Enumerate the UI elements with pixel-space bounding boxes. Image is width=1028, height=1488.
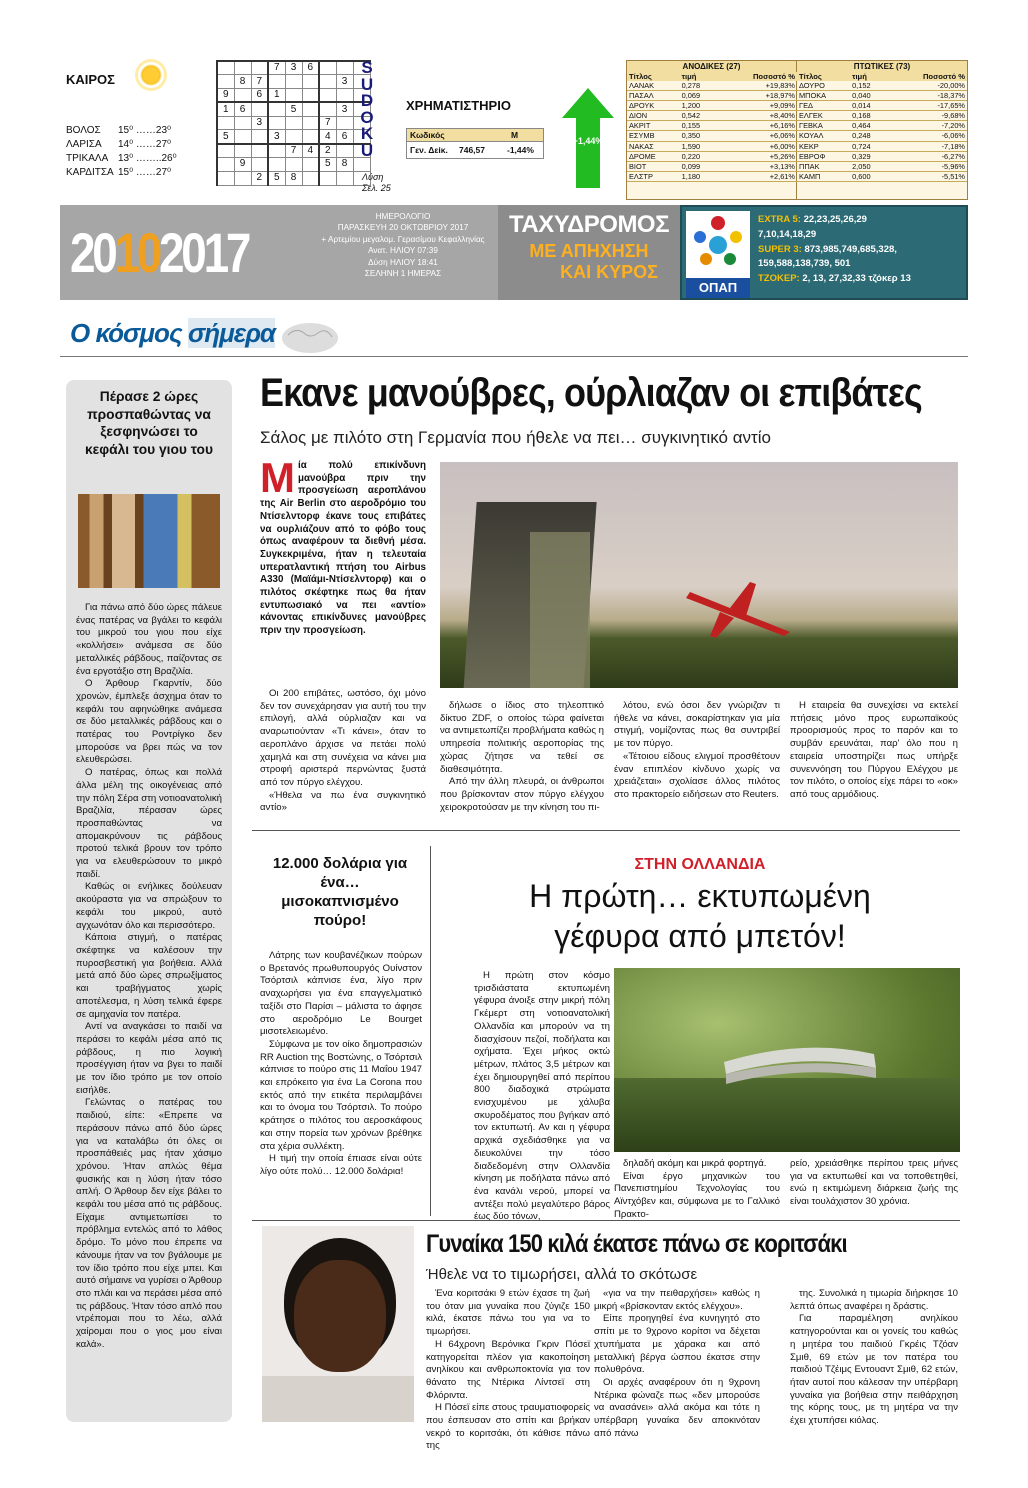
- paragraph: Αντί να αναγκάσει το παιδί να περάσει το κεφάλι μέσα από τις ράβδους, η πιο λογική προσέγγιση ήταν να βγει το παιδί με τον ίδιο τρόπο με τον οποίο εισήλθε.: [76, 1021, 222, 1096]
- sudoku-cell: [268, 144, 285, 158]
- paragraph: Η εταιρεία θα συνεχίσει να εκτελεί πτήσεις μόνο προς ευρωπαϊκούς προορισμούς προς το παρόν και το συμβάν ερευνάται, παρ' όλο που η εταιρεία υποστηρίζει πως υπήρξε συνεννόηση του Πύργου Ελέγχου με τον πιλότο, ο οποίος είχε πάρει το «οκ» από τους αρμόδιους.: [790, 700, 958, 800]
- sudoku-cell: 2: [251, 171, 268, 185]
- sudoku-cell: [302, 89, 319, 103]
- sudoku-cell: [234, 89, 251, 103]
- paragraph: Ο Άρθουρ Γκαρντίν, δύο χρονών, έμπλεξε άσχημα όταν το κεφάλι του αφηνώθηκε ανάμεσα σε δύο μεταλλικές ράβδους και ο πατέρας του Ροντρίγκο δεν μπορούσε να βρει πώς να τον ελευθερώσει.: [76, 678, 222, 766]
- sudoku-cell: 4: [302, 144, 319, 158]
- sidebar-photo: [78, 494, 220, 588]
- opap-box: ΟΠΑΠ EXTRA 5: 22,23,25,26,29 7,10,14,18,29 SUPER 3: 873,985,749,685,328, 159,588,138,739, 501 ΤΖΟΚΕΡ: 2, 13, 27,32,33 τζόκερ 13: [680, 205, 968, 300]
- sudoku-cell: [234, 116, 251, 130]
- sudoku-cell: [268, 158, 285, 172]
- sudoku-cell: 6: [302, 61, 319, 75]
- sudoku-cell: 3: [336, 102, 353, 116]
- weather-row: ΚΑΡΔΙΤΣΑ 15⁰ ……27⁰: [66, 167, 172, 178]
- sudoku-cell: [319, 61, 336, 75]
- sudoku-cell: [217, 158, 234, 172]
- weather-box: [62, 52, 210, 202]
- sudoku-cell: 7: [285, 144, 302, 158]
- sudoku-cell: 7: [251, 75, 268, 89]
- sudoku-cell: 7: [319, 116, 336, 130]
- stock-row: ΚΑΜΠ 0,600 -5,51%: [799, 171, 965, 181]
- stock-row: ΕΛΣΤΡ 1,180 +2,61%: [629, 171, 795, 181]
- paragraph: Ένα κοριτσάκι 9 ετών έχασε τη ζωή του όταν μια γυναίκα που ζύγιζε 150 κιλά, έκατσε πάνω του για να το τιμωρήσει.: [426, 1288, 590, 1338]
- brand-name: ΤΑΧΥΔΡΟΜΟΣ: [508, 211, 670, 238]
- sudoku-cell: [336, 171, 353, 185]
- main-lead: Μία πολύ επικίνδυνη μανούβρα πριν την προσγείωση αεροπλάνου της Air Berlin στο αεροδρόμιο του Ντίσελντορφ έκανε τους επιβάτες να ουρλιάζουν από το φόβο τους όπως αναφέρουν τα διεθνή μέσα. Συγκεκριμένα, ήταν η τελευταία υπερατλαντική πτήση του Airbus A330 (Μαϊάμι-Ντίσελντορφ) και ο πιλότος σκέφτηκε πως θα ήταν εντυπωσιακό να πει «αντίο» κάνοντας επικίνδυνες μανούβρες πριν την προσγείωση.: [260, 454, 426, 637]
- paragraph: δηλαδή ακόμη και μικρά φορτηγά.: [623, 1158, 767, 1169]
- cigar-text: [260, 950, 422, 1179]
- stocks-table: ΑΝΟΔΙΚΕΣ (27) Τίτλος τιμή Ποσοστό % ΛΑΝΑΚ 0,278 +19,83% ΠΑΣΑΛ 0,069 +18,97% ΔΡΟΥΚ 1,200 +9,09% ΔΙΟΝ 0,542 +8,40% ΑΚΡΙΤ 0,155 +6,16% ΕΣΥΜΒ 0,350 +6,06% ΝΑΚΑΣ 1,590 +6,00% ΔΡΟΜΕ 0,220 +5,26% ΒΙΟΤ 0,099 +3,13% ΕΛΣΤΡ 1,180 +2,61% ΠΤΩΤΙΚΕΣ (73) Τίτλος τιμή Ποσοστό % ΔΟΥΡΟ 0,152 -20,00% ΜΠΟΚΑ 0,040 -18,37% ΓΕΔ 0,014 -17,65% ΕΛΓΕΚ 0,168 -9,68% ΓΕΒΚΑ 0,464 -7,20% ΚΟΥΑΛ 0,248 -6,06% ΚΕΚΡ 0,724 -7,18% ΕΒΡΟΦ 0,329 -6,27% ΠΠΑΚ 2,050 -5,96% ΚΑΜΠ 0,600 -5,51%: [626, 60, 968, 200]
- losers-title: ΠΤΩΤΙΚΕΣ (73): [797, 61, 967, 72]
- almanac: ΗΜΕΡΟΛΟΓΙΟ ΠΑΡΑΣΚΕΥΗ 20 ΟΚΤΩΒΡΙΟΥ 2017 + Αρτεμίου μεγαλομ. Γερασίμου Κεφαλληνίας Ανατ. ΗΛΙΟΥ 07:39 Δύση ΗΛΙΟΥ 18:41 ΣΕΛΗΝΗ 1 ΗΜΕΡΑΣ: [321, 212, 485, 279]
- stock-row: ΝΑΚΑΣ 1,590 +6,00%: [629, 141, 795, 151]
- paragraph: Γελώντας ο πατέρας του παιδιού, είπε: «Επρεπε να περάσουν πάνω από δύο ώρες για να καταλάβω ότι όλες οι προσπάθειές μας ήταν χάσιμο χρόνου. Ήταν απλώς θέμα φυσικής και η λύση ήταν τόσο απλή. Ο Άρθουρ δεν είχε βάλει το κεφάλι του μέσα από τις ράβδους. Είχαμε αντιμετωπίσει το πρόβλημα εντελώς από το λάθος δρόμο. Το μόνο που έπρεπε να κάνουμε ήταν να τον βγάλουμε με τον ίδιο τρόπο που είχε μπει. Και αυτό σήμαινε να γυρίσει ο Άρθουρ στο πλάι και να περάσει μέσα από τις ράβδους. Ήταν τόσο απλό που ντρέπομαι που το λέω, αλλά χαίρομαι που ο γιος μου είναι καλά».: [76, 1097, 222, 1350]
- paragraph: Για παραμέληση ανηλίκου κατηγορούνται και οι γονείς του καθώς η μητέρα του παιδιού Γκρέις Τζόαν Σμιθ, 69 ετών με τον πατέρα του παιδιού Τζέιμς Εντουαντ Σμιθ, 62 ετών, ήταν αυτοί που κάλεσαν την υπέρβαρη γυναίκα για βοήθεια στην πειθάρχηση της κόρης τους, με τη μητέρα να την έχει χτυπήσει κιόλας.: [790, 1313, 958, 1427]
- paragraph: της. Συνολικά η τιμωρία διήρκησε 10 λεπτά όπως αναφέρει η δράστις.: [790, 1288, 958, 1312]
- sudoku-cell: [251, 144, 268, 158]
- opap-logo: ΟΠΑΠ: [686, 211, 750, 295]
- section-header: Ο κόσμος σήμερα: [70, 318, 340, 358]
- paragraph: Η τιμή την οποία έπιασε είναι ούτε λίγο ούτε πολύ… 12.000 δολάρια!: [260, 1153, 422, 1177]
- sudoku-cell: 3: [268, 130, 285, 144]
- stock-row: ΔΡΟΜΕ 0,220 +5,26%: [629, 151, 795, 161]
- bridge-mid-text: [614, 1158, 780, 1222]
- sudoku-cell: 5: [285, 102, 302, 116]
- date-banner: [60, 205, 680, 300]
- woman-headline: Γυναίκα 150 κιλά έκατσε πάνω σε κοριτσάκι: [426, 1230, 847, 1258]
- sudoku-cell: [336, 144, 353, 158]
- sudoku-label: S U D O K U: [360, 58, 374, 160]
- sudoku-cell: 6: [251, 89, 268, 103]
- paragraph: Για πάνω από δύο ώρες πάλευε ένας πατέρας να βγάλει το κεφάλι του μικρού του γιου που είχε «κολλήσει» ανάμεσα σε δύο μεταλλικές ράβδους, παίζοντας σε ένα εργοτάξιο στη Βραζιλία.: [76, 602, 222, 677]
- sudoku-cell: [302, 171, 319, 185]
- sudoku-cell: [302, 102, 319, 116]
- sudoku-grid: [216, 60, 371, 186]
- weather-title: ΚΑΙΡΟΣ: [66, 72, 115, 87]
- stock-row: ΚΕΚΡ 0,724 -7,18%: [799, 141, 965, 151]
- sudoku-cell: [217, 171, 234, 185]
- sudoku-cell: [251, 130, 268, 144]
- main-col-3: [614, 700, 780, 802]
- sudoku-cell: [251, 158, 268, 172]
- bridge-photo: [614, 968, 960, 1152]
- sun-icon: [138, 62, 164, 88]
- paragraph: Κάποια στιγμή, ο πατέρας σκέφτηκε να καλέσουν την πυροσβεστική για βοήθεια. Αλλά μετά από δύο ώρες σπρωξίματος και τραβήγματος χωρίς αποτέλεσμα, η λύση τελικά έφερε σε αμηχανία τον πατέρα.: [76, 932, 222, 1020]
- weather-rows: [66, 124, 177, 180]
- paragraph: Οι 200 επιβάτες, ωστόσο, όχι μόνο δεν τον συνεχάρησαν για αυτή του την επιλογή, αλλά ούρλιαζαν και να αναρωτιούνταν «Τι κάνει», όταν το αεροπλάνο άρχισε να πετάει πολύ χαμηλά και στη συνέχεια να κάνει μια στροφή αριστερά περνώντας ξυστά από τον πύργο ελέγχου.: [260, 688, 426, 788]
- stock-row: ΕΣΥΜΒ 0,350 +6,06%: [629, 131, 795, 141]
- bridge-title: Η πρώτη… εκτυπωμένη γέφυρα από μπετόν!: [529, 878, 871, 954]
- divider-2: [252, 1220, 960, 1221]
- sudoku-cell: [285, 116, 302, 130]
- sudoku-cell: [302, 75, 319, 89]
- sudoku-cell: 8: [234, 75, 251, 89]
- stock-row: ΑΚΡΙΤ 0,155 +6,16%: [629, 121, 795, 131]
- sudoku-cell: [336, 61, 353, 75]
- stock-row: ΕΛΓΕΚ 0,168 -9,68%: [799, 111, 965, 121]
- sudoku-cell: 4: [319, 130, 336, 144]
- section-rule: [60, 356, 968, 357]
- paragraph: Είναι έργο μηχανικών του Πανεπιστημίου Τεχνολογίας του Αϊντχόβεν και, σύμφωνα με το Γαλλικό Πρακτο-: [614, 1170, 780, 1220]
- sudoku-solution: Λύση Σελ. 25: [362, 172, 391, 193]
- sudoku-cell: 8: [285, 171, 302, 185]
- gainers-title: ΑΝΟΔΙΚΕΣ (27): [627, 61, 796, 72]
- sudoku-cell: 2: [319, 144, 336, 158]
- paragraph: Είπε προηγηθεί ένα κυνηγητό στο σπίτι με το 9χρονο κορίτσι να δέχεται χτυπήματα με χάρακα και από μεταλλική βέργα ώσπου έκατσε στην πολυθρόνα.: [594, 1313, 760, 1376]
- divider-1: [252, 830, 960, 831]
- stock-row: ΔΟΥΡΟ 0,152 -20,00%: [799, 81, 965, 90]
- weather-row: ΒΟΛΟΣ 15⁰ ……23⁰: [66, 125, 172, 136]
- sudoku-cell: [217, 144, 234, 158]
- paragraph: Σύμφωνα με τον οίκο δημοπρασιών RR Auction της Βοστώνης, ο Τσόρτσιλ κάπνισε το πούρο στις 11 Μαΐου 1947 και επρόκειτο για ένα La Corona που εκτός από την ετικέτα περιλαμβάνει και το όνομα του Τσόρτσιλ. Το πούρο κράτησε ο πιλότος του αεροσκάφους και στην πορεία των χρόνων βρέθηκε στα χέρια συλλέκτη.: [260, 1038, 422, 1152]
- sudoku-cell: 7: [268, 61, 285, 75]
- sudoku-cell: 9: [234, 158, 251, 172]
- main-col-1: [260, 688, 426, 815]
- cigar-title: 12.000 δολάρια για ένα… μισοκαπνισμένο πούρο!: [272, 855, 408, 929]
- sudoku-cell: [234, 171, 251, 185]
- paragraph: λότου, ενώ όσοι δεν γνώριζαν τι ήθελε να κάνει, σοκαρίστηκαν για μία στιγμή, νομίζοντας πως θα συντριβεί με τον πύργο.: [614, 700, 780, 750]
- sudoku-cell: [217, 116, 234, 130]
- main-col-4: [790, 700, 958, 802]
- sudoku-cell: [234, 130, 251, 144]
- sudoku-cell: [217, 75, 234, 89]
- paragraph: Καθώς οι ενήλικες δούλευαν ακούραστα για να σπρώξουν το κεφάλι του μικρού, αυτό αγχωνόταν όλο και περισσότερο.: [76, 881, 222, 931]
- sudoku-cell: 1: [268, 89, 285, 103]
- woman-photo: [262, 1226, 414, 1422]
- sudoku-cell: [319, 171, 336, 185]
- sudoku-cell: [251, 102, 268, 116]
- stock-row: ΠΑΣΑΛ 0,069 +18,97%: [629, 91, 795, 101]
- sudoku-cell: [285, 130, 302, 144]
- weather-row: ΤΡΙΚΑΛΑ 13⁰ ……..26⁰: [66, 153, 177, 164]
- paragraph: «Τέτοιου είδους ελιγμοί προσθέτουν έναν επιπλέον κίνδυνο χωρίς να χρειάζεται» σχολίασε άλλος πιλότος στο πρακτορείο ειδήσεων στο Reuters.: [614, 750, 780, 800]
- sudoku-cell: [268, 75, 285, 89]
- airplane-icon: [680, 572, 800, 642]
- sudoku-cell: [319, 102, 336, 116]
- cigar-vrule: [430, 846, 431, 1216]
- brand-block: ΤΑΧΥΔΡΟΜΟΣ ΜΕ ΑΠΗΧΗΣΗ ΚΑΙ ΚΥΡΟΣ: [498, 205, 680, 300]
- sudoku-cell: [353, 158, 370, 172]
- stock-row: ΚΟΥΑΛ 0,248 -6,06%: [799, 131, 965, 141]
- sudoku-cell: 6: [234, 102, 251, 116]
- date-big: 20102017: [70, 221, 249, 284]
- sudoku-cell: [268, 116, 285, 130]
- stock-row: ΜΠΟΚΑ 0,040 -18,37%: [799, 91, 965, 101]
- market-index-box: Κωδικός Μ Γεν. Δείκ. 746,57 -1,44%: [406, 128, 544, 159]
- sudoku-cell: [234, 61, 251, 75]
- woman-col-2: [594, 1288, 760, 1440]
- paragraph: Οι αρχές αναφέρουν ότι η 9χρονη Ντέρικα φώναζε πως «δεν μπορούσε να ανασάνει» αλλά ακόμα και τότε η υπέρβαρη γυναίκα δεν αποκινόταν από πάνω: [594, 1376, 760, 1439]
- sidebar-title: Πέρασε 2 ώρες προσπαθώντας να ξεσφηνώσει το κεφάλι του γιου του: [84, 389, 214, 457]
- sudoku-cell: [285, 158, 302, 172]
- main-col-2: [440, 700, 604, 814]
- sudoku-cell: 8: [336, 158, 353, 172]
- weather-row: ΛΑΡΙΣΑ 14⁰ ……27⁰: [66, 139, 172, 150]
- sudoku-cell: [285, 75, 302, 89]
- paragraph: Από την άλλη πλευρά, οι άνθρωποι που βρίσκονταν στον πύργο ελέγχου χειροκροτούσαν με την κίνηση του πι-: [440, 776, 604, 813]
- stock-row: ΓΕΔ 0,014 -17,65%: [799, 101, 965, 111]
- sudoku-cell: 5: [319, 158, 336, 172]
- sudoku-cell: 5: [268, 171, 285, 185]
- market-up-arrow-icon: +1,44%: [562, 88, 614, 188]
- bridge-icon: [614, 968, 960, 1152]
- paragraph: Η 64χρονη Βερόνικα Γκριν Πόσεϊ κατηγορείται πλέον για κακοποίηση ανηλίκου και ανθρωποκτονία για τον θάνατο της Ντέρικα Λίντσεϊ στη Φλόριντα.: [426, 1338, 590, 1401]
- woman-subhead: Ήθελε να το τιμωρήσει, αλλά το σκότωσε: [426, 1266, 698, 1283]
- paragraph: Η Πόσεϊ είπε στους τραυματιοφορείς που έσπευσαν στο σπίτι και βρήκαν νεκρό το κοριτσάκι, ότι κάθισε πάνω της: [426, 1402, 590, 1452]
- main-subhead: Σάλος με πιλότο στη Γερμανία που ήθελε να πει… συγκινητικό αντίο: [260, 428, 771, 447]
- paragraph: «Ήθελα να πω ένα συγκινητικό αντίο»: [260, 789, 426, 814]
- plane-photo: [440, 462, 958, 688]
- bridge-kicker: ΣΤΗΝ ΟΛΛΑΝΔΙΑ: [634, 856, 766, 873]
- main-headline: Εκανε μανούβρες, ούρλιαζαν οι επιβάτες: [260, 371, 922, 415]
- world-map-icon: [280, 321, 340, 355]
- sudoku-cell: [251, 61, 268, 75]
- stock-row: ΕΒΡΟΦ 0,329 -6,27%: [799, 151, 965, 161]
- market-title: ΧΡΗΜΑΤΙΣΤΗΡΙΟ: [406, 98, 511, 113]
- stock-row: ΛΑΝΑΚ 0,278 +19,83%: [629, 81, 795, 90]
- sudoku-cell: [234, 144, 251, 158]
- sudoku-cell: [336, 116, 353, 130]
- sudoku-cell: [285, 89, 302, 103]
- sidebar-text: [76, 602, 222, 1351]
- sudoku-cell: 9: [217, 89, 234, 103]
- sudoku-cell: 3: [251, 116, 268, 130]
- woman-col-3: [790, 1288, 958, 1428]
- sudoku-cell: 1: [217, 102, 234, 116]
- sudoku-cell: [319, 89, 336, 103]
- stock-row: ΒΙΟΤ 0,099 +3,13%: [629, 161, 795, 171]
- bridge-left-text: Η πρώτη στον κόσμο τρισδιάστατα εκτυπωμένη γέφυρα άνοιξε στην μικρή πόλη Γκέμερτ στη νοτιοανατολική Ολλανδία και μπορούν να τη διασχίσουν πεζοί, ποδήλατα και οχήματα. Έχει μήκος οκτώ μέτρων, πλάτος 3,5 μέτρων και έχει δημιουργηθεί από περίπου 800 διαδοχικά στρώματα ενισχυμένου με χάλυβα σκυροδέματος που βγήκαν από τον εκτυπωτή. Αν και η γέφυρα αρχικά σχεδιάσθηκε για να διευκολύνει την τόσο διαδεδομένη στην Ολλανδία κίνηση με ποδήλατα πάνω από ένα κανάλι νερού, μπορεί να αντέξει πολύ μεγαλύτερο βάρος έως δύο τόνων,: [474, 970, 610, 1223]
- paragraph: δήλωσε ο ίδιος στο τηλεοπτικό δίκτυο ZDF, ο οποίος τώρα φαίνεται να αντιμετωπίζει προβλήματα καθώς η υπηρεσία πολιτικής αεροπορίας της χώρας ζήτησε να τεθεί σε διαθεσιμότητα.: [440, 700, 604, 775]
- paragraph: Λάτρης των κουβανέζικων πούρων ο Βρετανός πρωθυπουργός Ουίνστον Τσόρτσιλ κάπνισε ένα, λίγο πριν αναχωρήσει για ένα επαγγελματικό ταξίδι στο Παρίσι – μάλιστα το άφησε στο αεροδρόμιο Le Bourget μισοτελειωμένο.: [260, 950, 422, 1038]
- sudoku-cell: [302, 158, 319, 172]
- sidebar-story: [66, 380, 232, 1422]
- paragraph: Ο πατέρας, όπως και πολλά άλλα μέλη της οικογένειας από την πόλη Σέρα στη νοτιοανατολική Βραζιλία, πέρασαν ώρες προσπαθώντας να απομακρύνουν τις ράβδους προτού τελικά βρουν τον τρόπο για να ελευθερώσουν το μικρό παιδί.: [76, 767, 222, 880]
- sudoku-cell: [319, 75, 336, 89]
- woman-col-1: [426, 1288, 590, 1453]
- sudoku-cell: [217, 61, 234, 75]
- bridge-right-text: ρείο, χρειάσθηκε περίπου τρεις μήνες για να εκτυπωθεί και να τοποθετηθεί, ενώ η εκτιμώμενη διάρκεια ζωής της είναι τουλάχιστον 30 χρόνια.: [790, 1158, 958, 1208]
- sudoku-cell: 3: [285, 61, 302, 75]
- sudoku-cell: 3: [336, 75, 353, 89]
- stock-row: ΔΡΟΥΚ 1,200 +9,09%: [629, 101, 795, 111]
- opap-emblem-icon: [686, 211, 750, 273]
- sudoku-cell: [302, 116, 319, 130]
- sudoku-cell: 5: [217, 130, 234, 144]
- sudoku-cell: 6: [336, 130, 353, 144]
- paragraph: «για να την πειθαρχήσει» καθώς η μικρή «βρίσκονταν εκτός ελέγχου».: [594, 1288, 760, 1312]
- sudoku-cell: [302, 130, 319, 144]
- stock-row: ΓΕΒΚΑ 0,464 -7,20%: [799, 121, 965, 131]
- sudoku-cell: [268, 102, 285, 116]
- stock-row: ΠΠΑΚ 2,050 -5,96%: [799, 161, 965, 171]
- stock-row: ΔΙΟΝ 0,542 +8,40%: [629, 111, 795, 121]
- sudoku-cell: [336, 89, 353, 103]
